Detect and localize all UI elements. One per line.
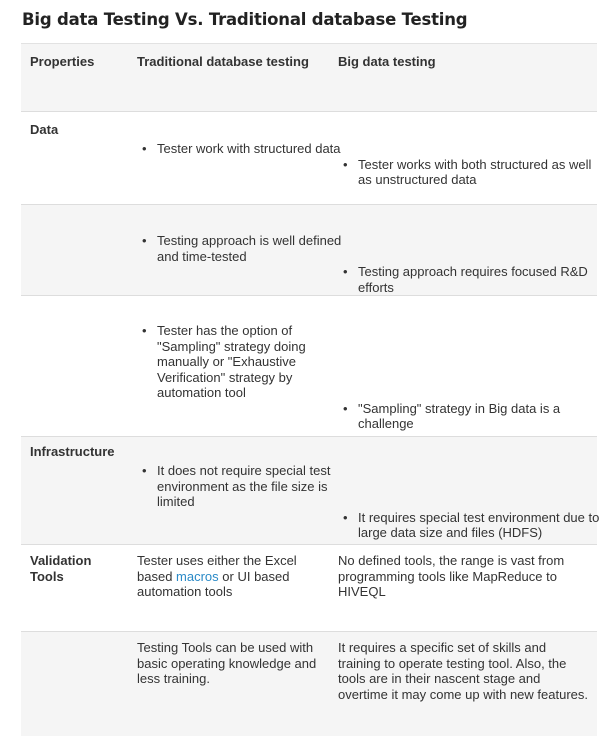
bullet-glyph: •: [343, 156, 348, 172]
bullet-glyph: •: [142, 323, 147, 338]
table-row-infrastructure: [21, 437, 600, 545]
cell-text: Testing approach is well defined and time-tested: [157, 233, 342, 264]
table-row-validation-tools: [21, 545, 597, 632]
bullet-glyph: •: [343, 264, 348, 279]
header-properties: Properties: [30, 54, 95, 69]
traditional-cell: [137, 233, 347, 264]
bullet-glyph: •: [142, 463, 147, 478]
cell-text: Tester works with both structured as well as unstructured data: [358, 156, 592, 187]
bullet-glyph: •: [343, 400, 348, 416]
cell-text: "Sampling" strategy in Big data is a challenge: [358, 400, 561, 431]
traditional-cell: [137, 553, 327, 600]
cell-text: It requires special test environment due to large data size and files (HDFS): [358, 509, 600, 540]
bigdata-cell: No defined tools, the range is vast from programming tools like MapReduce to HIVEQL: [338, 553, 565, 599]
table-row-training: [21, 632, 597, 736]
property-label: Infrastructure: [30, 444, 115, 459]
cell-text: Tester has the option of "Sampling" strategy doing manually or "Exhaustive Verification" strategy by automation tool: [157, 323, 306, 400]
table-header-row: [21, 44, 597, 112]
macros-link[interactable]: macros: [176, 568, 219, 584]
table-row-approach: [21, 205, 597, 296]
bigdata-cell: [338, 401, 600, 432]
header-traditional: Traditional database testing: [137, 54, 309, 69]
bigdata-cell: [338, 157, 600, 188]
property-label: Data: [30, 122, 59, 137]
cell-text: It does not require special test environment as the file size is limited: [157, 463, 331, 509]
property-label: Validation Tools: [30, 553, 92, 584]
table-row-data: [21, 112, 597, 205]
traditional-cell: Testing Tools can be used with basic operating knowledge and less training.: [137, 640, 317, 686]
comparison-table: [21, 43, 600, 736]
traditional-cell: [137, 323, 347, 401]
traditional-cell: [137, 463, 347, 510]
bullet-glyph: •: [142, 141, 147, 156]
cell-text: Testing approach requires focused R&D efforts: [358, 264, 588, 295]
table-row-sampling: [21, 296, 597, 437]
bullet-glyph: •: [142, 233, 147, 248]
bigdata-cell: It requires a specific set of skills and training to operate testing tool. Also, the tools are in their nascent stage and overtime it may come up with new features.: [338, 640, 588, 702]
bigdata-cell: [338, 510, 600, 541]
bigdata-cell: [338, 264, 600, 295]
cell-text: Tester work with structured data: [157, 141, 341, 156]
cell-text: Tester uses either the Excel based: [137, 553, 297, 584]
header-bigdata: Big data testing: [338, 54, 436, 69]
page-title: Big data Testing Vs. Traditional database Testing: [22, 10, 468, 29]
bullet-glyph: •: [343, 509, 348, 525]
cell-text: or UI based automation tools: [137, 568, 290, 599]
traditional-cell: [137, 141, 347, 157]
